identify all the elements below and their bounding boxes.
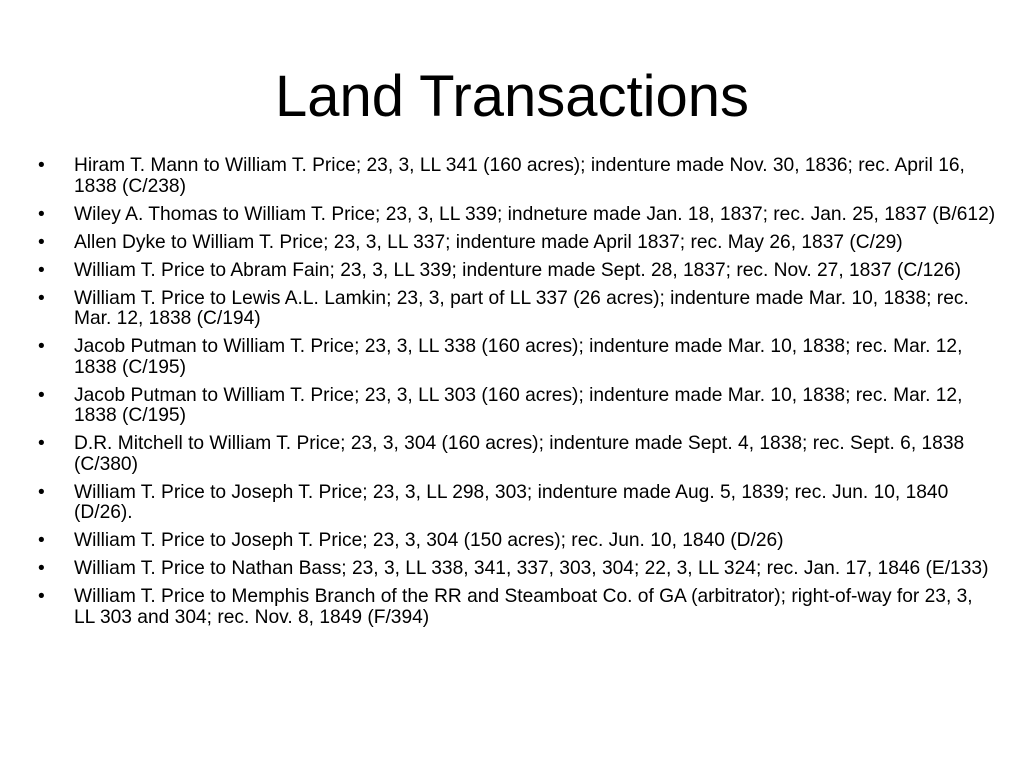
- list-item-text: William T. Price to Joseph T. Price; 23, 3, 304 (150 acres); rec. Jun. 10, 1840 (D/26): [74, 530, 784, 552]
- slide-title: Land Transactions: [275, 64, 749, 129]
- list-item: [38, 261, 998, 282]
- bullet-icon: •: [38, 336, 45, 358]
- bullet-icon: •: [38, 155, 45, 176]
- bullet-icon: •: [38, 287, 45, 309]
- list-item-text: D.R. Mitchell to William T. Price; 23, 3, 304 (160 acres); indenture made Sept. 4, 1838; rec. Sept. 6, 1838 (C/380): [74, 433, 965, 475]
- bullet-icon: •: [38, 433, 45, 455]
- list-item-text: Wiley A. Thomas to William T. Price; 23, 3, LL 339; indneture made Jan. 18, 1837; rec. Jan. 25, 1837 (B/612): [74, 203, 996, 225]
- list-item: [38, 289, 998, 330]
- bullet-icon: •: [38, 586, 45, 608]
- bullet-icon: •: [38, 384, 45, 406]
- transaction-list: [38, 156, 998, 636]
- list-item-text: Jacob Putman to William T. Price; 23, 3, LL 303 (160 acres); indenture made Mar. 10, 1838; rec. Mar. 12, 1838 (C/195): [74, 384, 963, 427]
- list-item: [38, 386, 998, 427]
- list-item-text: Allen Dyke to William T. Price; 23, 3, LL 337; indenture made April 1837; rec. May 26, 1837 (C/29): [74, 231, 903, 253]
- list-item: [38, 434, 998, 475]
- list-item-text: William T. Price to Nathan Bass; 23, 3, LL 338, 341, 337, 303, 304; 22, 3, LL 324; rec. Jan. 17, 1846 (E/133): [74, 558, 989, 580]
- bullet-icon: •: [38, 203, 45, 225]
- bullet-icon: •: [38, 259, 45, 281]
- list-item: [38, 233, 998, 254]
- list-item: [38, 483, 998, 524]
- bullet-icon: •: [38, 231, 45, 253]
- list-item-text: Hiram T. Mann to William T. Price; 23, 3, LL 341 (160 acres); indenture made Nov. 30, 1836; rec. April 16, 1838 (C/238): [74, 155, 965, 197]
- bullet-icon: •: [38, 530, 45, 552]
- list-item: [38, 205, 998, 226]
- list-item: [38, 587, 998, 628]
- list-item-text: William T. Price to Lewis A.L. Lamkin; 23, 3, part of LL 337 (26 acres); indenture made Mar. 10, 1838; rec. Mar. 12, 1838 (C/194): [74, 287, 969, 330]
- bullet-icon: •: [38, 481, 45, 503]
- list-item-text: Jacob Putman to William T. Price; 23, 3, LL 338 (160 acres); indenture made Mar. 10, 1838; rec. Mar. 12, 1838 (C/195): [74, 336, 963, 378]
- list-item-text: William T. Price to Abram Fain; 23, 3, LL 339; indenture made Sept. 28, 1837; rec. Nov. 27, 1837 (C/126): [74, 259, 962, 281]
- list-item: [38, 559, 998, 580]
- list-item: [38, 531, 998, 552]
- list-item: [38, 337, 998, 378]
- bullet-icon: •: [38, 558, 45, 580]
- list-item-text: William T. Price to Memphis Branch of the RR and Steamboat Co. of GA (arbitrator); right-of-way for 23, 3, LL 303 and 304; rec. Nov. 8, 1849 (F/394): [74, 586, 973, 628]
- list-item: [38, 156, 998, 197]
- list-item-text: William T. Price to Joseph T. Price; 23, 3, LL 298, 303; indenture made Aug. 5, 1839; rec. Jun. 10, 1840 (D/26).: [74, 481, 949, 524]
